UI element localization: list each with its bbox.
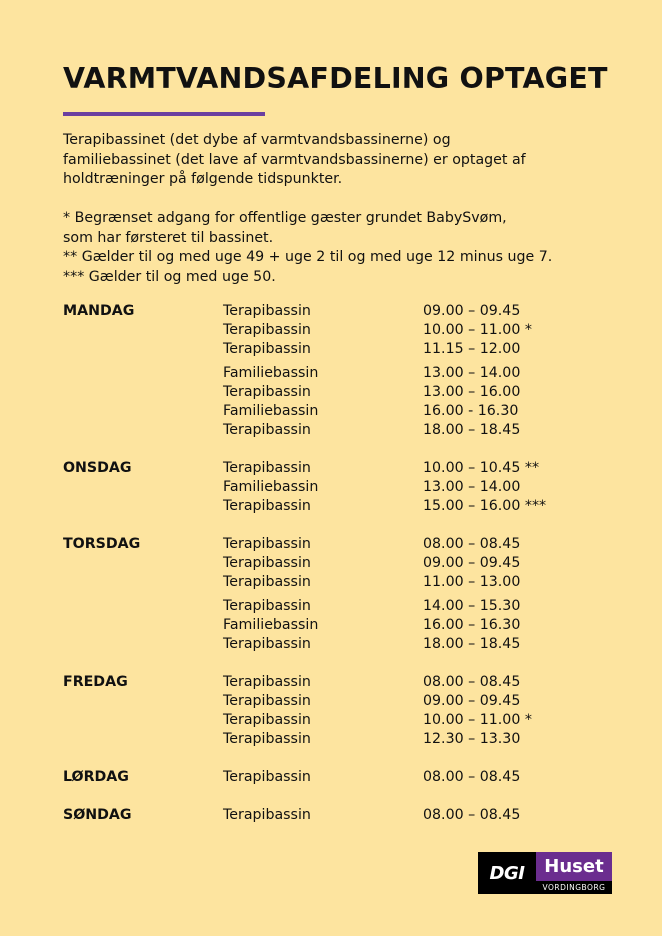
schedule-row bbox=[63, 364, 623, 383]
time-slot: 16.00 – 16.30 bbox=[423, 617, 521, 633]
schedule-table bbox=[63, 302, 623, 825]
schedule-row bbox=[63, 497, 623, 516]
day-label: LØRDAG bbox=[63, 769, 129, 785]
time-slot: 11.15 – 12.00 bbox=[423, 341, 521, 357]
pool-name: Terapibassin bbox=[223, 674, 311, 690]
schedule-row bbox=[63, 616, 623, 635]
footnotes bbox=[63, 209, 623, 287]
day-block bbox=[63, 302, 623, 440]
time-slot: 09.00 – 09.45 bbox=[423, 693, 521, 709]
pool-name: Terapibassin bbox=[223, 303, 311, 319]
intro-line: holdtræninger på følgende tidspunkter. bbox=[63, 171, 343, 187]
schedule-row bbox=[63, 321, 623, 340]
pool-name: Terapibassin bbox=[223, 322, 311, 338]
day-label: ONSDAG bbox=[63, 460, 132, 476]
time-slot: 09.00 – 09.45 bbox=[423, 555, 521, 571]
footnote-line: ** Gælder til og med uge 49 + uge 2 til og med uge 12 minus uge 7. bbox=[63, 249, 553, 265]
intro-line: familiebassinet (det lave af varmtvandsbassinerne) er optaget af bbox=[63, 151, 526, 168]
time-slot: 08.00 – 08.45 bbox=[423, 536, 521, 552]
day-block bbox=[63, 768, 623, 787]
title-underline bbox=[63, 112, 265, 116]
schedule-row bbox=[63, 806, 623, 825]
logo-city: VORDINGBORG bbox=[536, 881, 612, 894]
pool-name: Familiebassin bbox=[223, 365, 319, 381]
dgi-huset-logo bbox=[478, 852, 612, 894]
time-slot: 12.30 – 13.30 bbox=[423, 731, 521, 747]
schedule-row bbox=[63, 402, 623, 421]
day-block bbox=[63, 673, 623, 749]
time-slot: 11.00 – 13.00 bbox=[423, 574, 521, 590]
time-slot: 18.00 – 18.45 bbox=[423, 422, 521, 438]
schedule-row bbox=[63, 383, 623, 402]
time-slot: 10.00 – 11.00 * bbox=[423, 712, 532, 728]
schedule-row bbox=[63, 478, 623, 497]
schedule-row bbox=[63, 340, 623, 359]
pool-name: Familiebassin bbox=[223, 617, 319, 633]
schedule-row bbox=[63, 597, 623, 616]
schedule-row bbox=[63, 768, 623, 787]
pool-name: Terapibassin bbox=[223, 498, 311, 514]
pool-name: Terapibassin bbox=[223, 712, 311, 728]
time-slot: 10.00 – 11.00 * bbox=[423, 322, 532, 338]
time-slot: 15.00 – 16.00 *** bbox=[423, 498, 547, 514]
schedule-row bbox=[63, 459, 623, 478]
pool-name: Terapibassin bbox=[223, 341, 311, 357]
pool-name: Terapibassin bbox=[223, 693, 311, 709]
time-slot: 13.00 – 14.00 bbox=[423, 365, 521, 381]
time-slot: 10.00 – 10.45 ** bbox=[423, 460, 540, 476]
time-slot: 08.00 – 08.45 bbox=[423, 769, 521, 785]
schedule-row bbox=[63, 730, 623, 749]
footnote-line: * Begrænset adgang for offentlige gæster grundet BabySvøm, bbox=[63, 210, 507, 226]
time-slot: 08.00 – 08.45 bbox=[423, 807, 521, 823]
pool-name: Terapibassin bbox=[223, 731, 311, 747]
intro-line: Terapibassinet (det dybe af varmtvandsbassinerne) og bbox=[63, 132, 451, 148]
intro-section bbox=[63, 131, 623, 287]
schedule-row bbox=[63, 573, 623, 592]
time-slot: 16.00 - 16.30 bbox=[423, 403, 519, 419]
footnote-line: som har førsteret til bassinet. bbox=[63, 229, 274, 246]
pool-name: Terapibassin bbox=[223, 574, 311, 590]
schedule-row bbox=[63, 711, 623, 730]
schedule-row bbox=[63, 421, 623, 440]
schedule-row bbox=[63, 302, 623, 321]
day-block bbox=[63, 535, 623, 654]
day-block bbox=[63, 806, 623, 825]
page-title: VARMTVANDSAFDELING OPTAGET bbox=[63, 62, 608, 95]
pool-name: Terapibassin bbox=[223, 422, 311, 438]
time-slot: 14.00 – 15.30 bbox=[423, 598, 521, 614]
time-slot: 13.00 – 16.00 bbox=[423, 384, 521, 400]
day-label: MANDAG bbox=[63, 303, 135, 319]
schedule-row bbox=[63, 692, 623, 711]
pool-name: Terapibassin bbox=[223, 636, 311, 652]
pool-name: Terapibassin bbox=[223, 555, 311, 571]
time-slot: 18.00 – 18.45 bbox=[423, 636, 521, 652]
time-slot: 09.00 – 09.45 bbox=[423, 303, 521, 319]
day-label: TORSDAG bbox=[63, 536, 141, 552]
schedule-row bbox=[63, 635, 623, 654]
time-slot: 08.00 – 08.45 bbox=[423, 674, 521, 690]
time-slot: 13.00 – 14.00 bbox=[423, 479, 521, 495]
pool-name: Terapibassin bbox=[223, 384, 311, 400]
day-label: SØNDAG bbox=[63, 807, 132, 823]
logo-name: Huset bbox=[536, 852, 612, 881]
pool-name: Familiebassin bbox=[223, 479, 319, 495]
day-label: FREDAG bbox=[63, 674, 128, 690]
footnote-line: *** Gælder til og med uge 50. bbox=[63, 268, 276, 285]
logo-wordmark bbox=[536, 852, 612, 894]
pool-name: Terapibassin bbox=[223, 460, 311, 476]
schedule-row bbox=[63, 673, 623, 692]
logo-dgi-mark: DGI bbox=[478, 852, 536, 894]
intro-paragraph bbox=[63, 131, 623, 190]
pool-name: Terapibassin bbox=[223, 536, 311, 552]
pool-name: Familiebassin bbox=[223, 403, 319, 419]
pool-name: Terapibassin bbox=[223, 807, 311, 823]
schedule-row bbox=[63, 554, 623, 573]
pool-name: Terapibassin bbox=[223, 769, 311, 785]
day-block bbox=[63, 459, 623, 516]
schedule-row bbox=[63, 535, 623, 554]
pool-name: Terapibassin bbox=[223, 598, 311, 614]
